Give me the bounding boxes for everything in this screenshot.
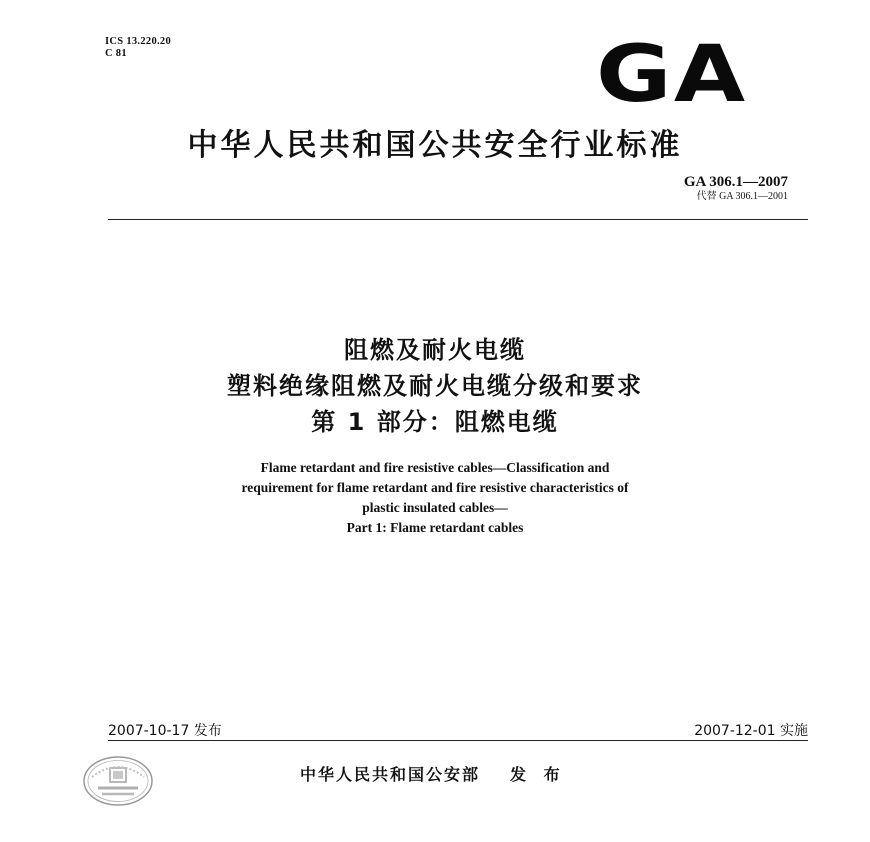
english-title-line: requirement for flame retardant and fire resistive characteristics of: [241, 480, 629, 495]
english-title-line: Flame retardant and fire resistive cables—Classification and: [260, 460, 610, 475]
effective-date: 2007-12-01 实施: [694, 723, 808, 739]
top-divider: [108, 219, 808, 220]
replaces-standard: 代替 GA 306.1—2001: [696, 191, 788, 202]
publish-action: 发 布: [510, 765, 566, 784]
publisher-line: [300, 762, 566, 785]
english-title-line: Part 1: Flame retardant cables: [346, 520, 524, 535]
ga-logo: GA: [596, 30, 748, 120]
ccs-code: C 81: [105, 48, 127, 59]
publisher-seal-stamp: [82, 755, 154, 807]
standard-number: GA 306.1—2007: [683, 174, 788, 190]
chinese-title-line: 阻燃及耐火电缆: [344, 336, 526, 364]
english-title: [0, 458, 870, 538]
standard-category-title: 中华人民共和国公共安全行业标准: [187, 128, 683, 163]
standard-number-block: [684, 173, 788, 203]
issue-date: 2007-10-17 发布: [108, 723, 222, 739]
bottom-divider: [108, 740, 808, 741]
classification-codes: [105, 36, 171, 60]
english-title-line: plastic insulated cables—: [362, 500, 508, 515]
chinese-title: [0, 332, 870, 440]
ics-code: ICS 13.220.20: [105, 36, 172, 47]
chinese-title-line: 第 1 部分：阻燃电缆: [311, 408, 559, 436]
chinese-title-line: 塑料绝缘阻燃及耐火电缆分级和要求: [227, 372, 643, 400]
publisher-name: 中华人民共和国公安部: [300, 765, 481, 784]
